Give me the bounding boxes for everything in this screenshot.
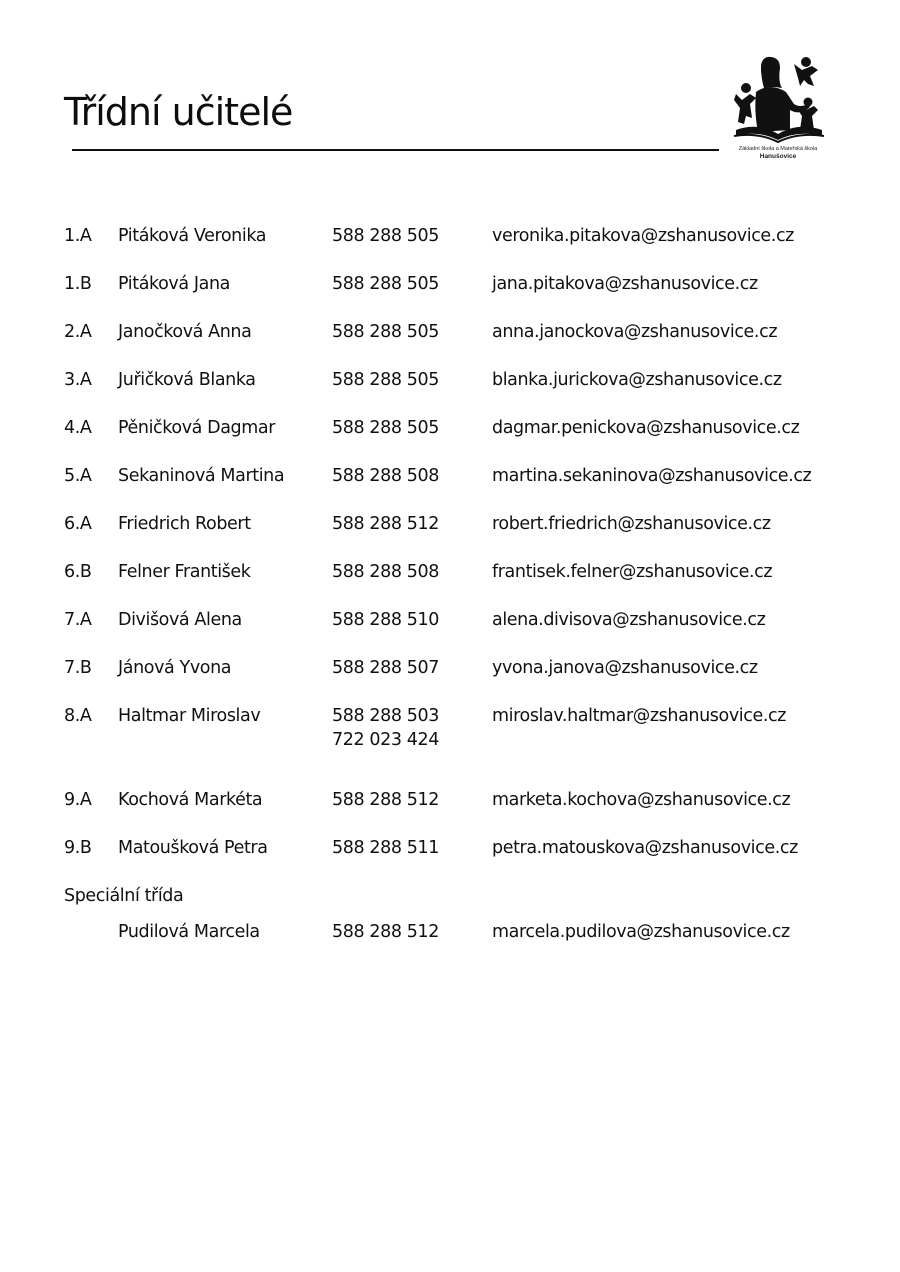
teacher-name: Pudilová Marcela <box>118 922 260 942</box>
class-label: 4.A <box>64 418 92 438</box>
teacher-row <box>64 464 844 488</box>
teacher-name: Janočková Anna <box>118 322 252 342</box>
class-label: 2.A <box>64 322 92 342</box>
teacher-row <box>64 224 844 248</box>
email-link[interactable]: miroslav.haltmar@zshanusovice.cz <box>492 706 786 726</box>
phone-number: 588 288 505 <box>332 274 439 294</box>
phone-number: 588 288 505 <box>332 226 439 246</box>
email-link[interactable]: marketa.kochova@zshanusovice.cz <box>492 790 791 810</box>
phone-number: 588 288 510 <box>332 610 439 630</box>
teacher-row <box>64 416 844 440</box>
page-title: Třídní učitelé <box>64 90 293 134</box>
class-label: 6.B <box>64 562 92 582</box>
teacher-row <box>64 836 844 860</box>
class-label: 9.A <box>64 790 92 810</box>
phone-number: 588 288 512 <box>332 790 439 810</box>
teacher-row <box>64 656 844 680</box>
email-link[interactable]: alena.divisova@zshanusovice.cz <box>492 610 766 630</box>
class-label: 9.B <box>64 838 92 858</box>
teacher-name: Haltmar Miroslav <box>118 706 261 726</box>
email-link[interactable]: petra.matouskova@zshanusovice.cz <box>492 838 798 858</box>
special-class-heading: Speciální třída <box>64 886 184 906</box>
email-link[interactable]: jana.pitakova@zshanusovice.cz <box>492 274 758 294</box>
teacher-name: Pěničková Dagmar <box>118 418 276 438</box>
email-link[interactable]: martina.sekaninova@zshanusovice.cz <box>492 466 812 486</box>
teacher-row <box>64 320 844 344</box>
teacher-row <box>64 788 844 812</box>
logo-caption-line1: Základní škola a Mateřská škola <box>738 146 818 152</box>
teacher-row <box>64 704 844 752</box>
teacher-name: Felner František <box>118 562 251 582</box>
teacher-name: Pitáková Veronika <box>118 226 267 246</box>
phone-number: 588 288 505 <box>332 418 439 438</box>
phone-number: 588 288 505 <box>332 322 439 342</box>
email-link[interactable]: robert.friedrich@zshanusovice.cz <box>492 514 771 534</box>
logo-caption-line2: Hanušovice <box>759 153 797 160</box>
phone-number: 588 288 508 <box>332 562 439 582</box>
teacher-row <box>64 560 844 584</box>
email-link[interactable]: blanka.jurickova@zshanusovice.cz <box>492 370 782 390</box>
class-label: 5.A <box>64 466 92 486</box>
teacher-name: Jánová Yvona <box>118 658 232 678</box>
teacher-name: Matoušková Petra <box>118 838 268 858</box>
teacher-name: Kochová Markéta <box>118 790 263 810</box>
phone-number: 588 288 512 <box>332 514 439 534</box>
email-link[interactable]: yvona.janova@zshanusovice.cz <box>492 658 758 678</box>
class-label: 1.A <box>64 226 92 246</box>
title-underline <box>72 149 719 151</box>
class-label: 3.A <box>64 370 92 390</box>
email-link[interactable]: dagmar.penickova@zshanusovice.cz <box>492 418 800 438</box>
class-label: 7.A <box>64 610 92 630</box>
teacher-row <box>64 512 844 536</box>
class-label: 6.A <box>64 514 92 534</box>
class-label: 7.B <box>64 658 92 678</box>
email-link[interactable]: anna.janockova@zshanusovice.cz <box>492 322 778 342</box>
teacher-row-special <box>64 920 844 944</box>
teacher-name: Divišová Alena <box>118 610 242 630</box>
email-link[interactable]: frantisek.felner@zshanusovice.cz <box>492 562 773 582</box>
teacher-name: Pitáková Jana <box>118 274 230 294</box>
teacher-name: Juřičková Blanka <box>118 370 256 390</box>
class-label: 8.A <box>64 706 92 726</box>
teacher-row <box>64 272 844 296</box>
phone-number-secondary: 722 023 424 <box>332 730 439 750</box>
teacher-row <box>64 608 844 632</box>
phone-number: 588 288 508 <box>332 466 439 486</box>
phone-number: 588 288 511 <box>332 838 439 858</box>
teacher-name: Friedrich Robert <box>118 514 251 534</box>
logo-caption <box>722 145 834 161</box>
phone-number: 588 288 503 <box>332 706 439 726</box>
teacher-name: Sekaninová Martina <box>118 466 285 486</box>
phone-number: 588 288 507 <box>332 658 439 678</box>
phone-number: 588 288 512 <box>332 922 439 942</box>
email-link[interactable]: veronika.pitakova@zshanusovice.cz <box>492 226 794 246</box>
teacher-row <box>64 368 844 392</box>
class-label: 1.B <box>64 274 92 294</box>
email-link[interactable]: marcela.pudilova@zshanusovice.cz <box>492 922 790 942</box>
phone-number: 588 288 505 <box>332 370 439 390</box>
